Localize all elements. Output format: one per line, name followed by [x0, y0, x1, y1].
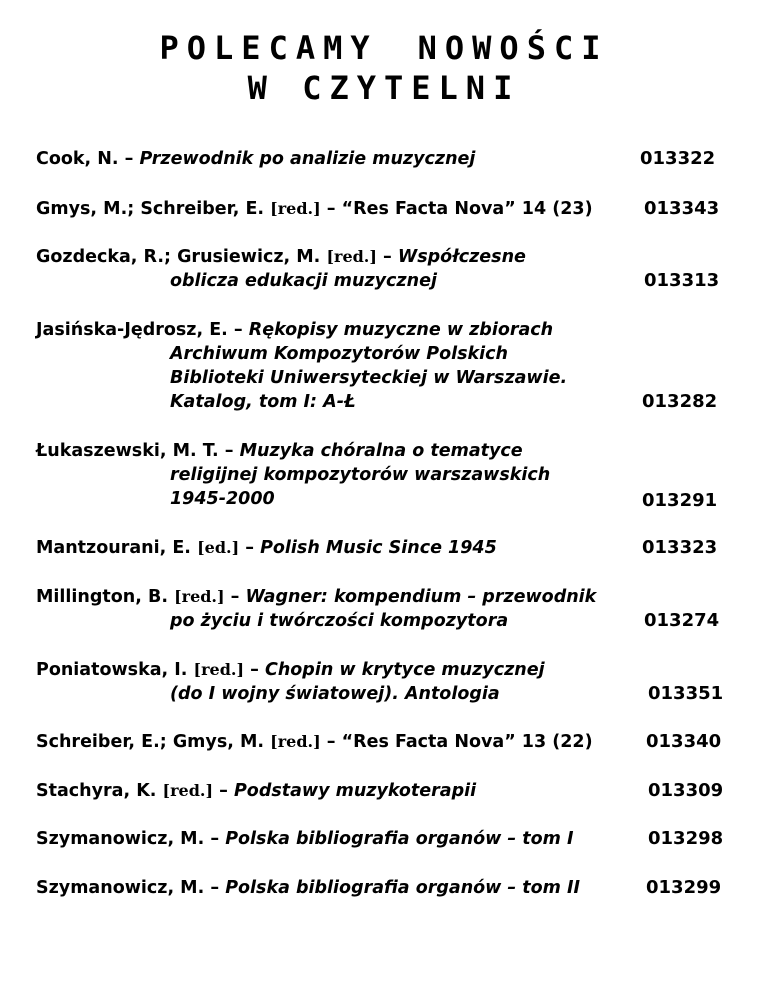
entry-title: Polska bibliografia organów – tom I [225, 829, 574, 849]
entry-editor-tag: [red.] [326, 247, 377, 266]
entry-signature: 013309 [648, 780, 724, 801]
entry-title-cont: po życiu i twórczości kompozytora [170, 611, 509, 631]
entry-signature: 013322 [640, 148, 716, 169]
entry-author: Jasińska-Jędrosz, E. – [36, 320, 243, 340]
entry-title: Rękopisy muzyczne w zbiorach [248, 320, 554, 340]
entry-title: Przewodnik po analizie muzycznej [139, 149, 476, 169]
entry-editor-tag: [red.] [270, 199, 321, 218]
entry-author: Szymanowicz, M. – [36, 878, 220, 898]
entry-title: Współczesne [397, 247, 526, 267]
entry-title: Muzyka chóralna o tematyce [239, 441, 523, 461]
title-word-polecamy: POLECAMY [159, 29, 378, 67]
entry-title: Podstawy muzykoterapii [233, 781, 477, 801]
entry-dash: – [230, 587, 240, 607]
entry-signature: 013313 [644, 270, 720, 291]
entry-signature: 013274 [644, 610, 720, 631]
book-entry [36, 318, 732, 414]
entry-author: Gmys, M.; Schreiber, E. [36, 199, 265, 219]
entry-title-cont: 1945-2000 [170, 489, 275, 509]
entry-title: “Res Facta Nova” 13 (22) [341, 732, 593, 752]
entry-author: Mantzourani, E. [36, 538, 191, 558]
entry-dash: – [326, 732, 336, 752]
page-title-line-2: W CZYTELNI [247, 69, 521, 107]
entry-signature: 013340 [646, 731, 722, 752]
book-entry [36, 147, 732, 171]
entry-editor-tag: [red.] [270, 732, 321, 751]
entry-title-cont: Biblioteki Uniwersyteckiej w Warszawie. [170, 368, 568, 388]
entry-signature: 013343 [644, 198, 720, 219]
entry-dash: – [250, 660, 259, 680]
entry-dash: – [219, 781, 228, 801]
entry-title-cont: Archiwum Kompozytorów Polskich [170, 344, 508, 364]
entry-title: Wagner: kompendium – przewodnik [245, 587, 597, 607]
entry-author: Łukaszewski, M. T. – [36, 441, 234, 461]
entry-editor-tag: [red.] [193, 660, 245, 679]
entry-signature: 013298 [648, 828, 724, 849]
entry-author: Poniatowska, I. [36, 660, 188, 680]
entry-title: Chopin w krytyce muzycznej [264, 660, 545, 680]
book-entry [36, 876, 732, 900]
page-title-line-1 [0, 28, 768, 68]
entry-title: Polish Music Since 1945 [260, 538, 497, 558]
entry-dash: – [245, 538, 254, 558]
entry-author: Stachyra, K. [36, 781, 157, 801]
entry-author: Millington, B. [36, 587, 168, 607]
entry-title-cont: oblicza edukacji muzycznej [170, 271, 437, 291]
title-word-nowosci: NOWOŚCI [417, 29, 609, 67]
book-entry [36, 439, 732, 511]
book-entry [36, 658, 732, 706]
entry-author: Schreiber, E.; Gmys, M. [36, 732, 265, 752]
entry-title-cont: religijnej kompozytorów warszawskich [170, 465, 551, 485]
entry-editor-tag: [red.] [174, 587, 225, 606]
entry-author: Gozdecka, R.; Grusiewicz, M. [36, 247, 321, 267]
entry-signature: 013282 [642, 391, 718, 412]
entry-signature: 013351 [648, 683, 724, 704]
entry-signature: 013299 [646, 877, 722, 898]
book-entry [36, 197, 732, 221]
entry-title-cont: (do I wojny światowej). Antologia [170, 684, 500, 704]
entry-title: Polska bibliografia organów – tom II [225, 878, 581, 898]
book-entry [36, 827, 732, 851]
entry-signature: 013323 [642, 537, 718, 558]
book-entry [36, 536, 732, 560]
entry-signature: 013291 [642, 490, 718, 511]
book-entry [36, 585, 732, 633]
entry-author: Cook, N. – [36, 149, 134, 169]
entry-dash: – [383, 247, 392, 267]
entry-title: “Res Facta Nova” 14 (23) [341, 199, 593, 219]
book-entry [36, 730, 732, 754]
entry-editor-tag: [red.] [162, 781, 214, 800]
entry-editor-tag: [ed.] [197, 538, 240, 557]
book-entry [36, 779, 732, 803]
entry-title-cont: Katalog, tom I: A-Ł [170, 392, 356, 412]
book-entry [36, 245, 732, 293]
entry-author: Szymanowicz, M. – [36, 829, 220, 849]
entry-dash: – [326, 199, 336, 219]
